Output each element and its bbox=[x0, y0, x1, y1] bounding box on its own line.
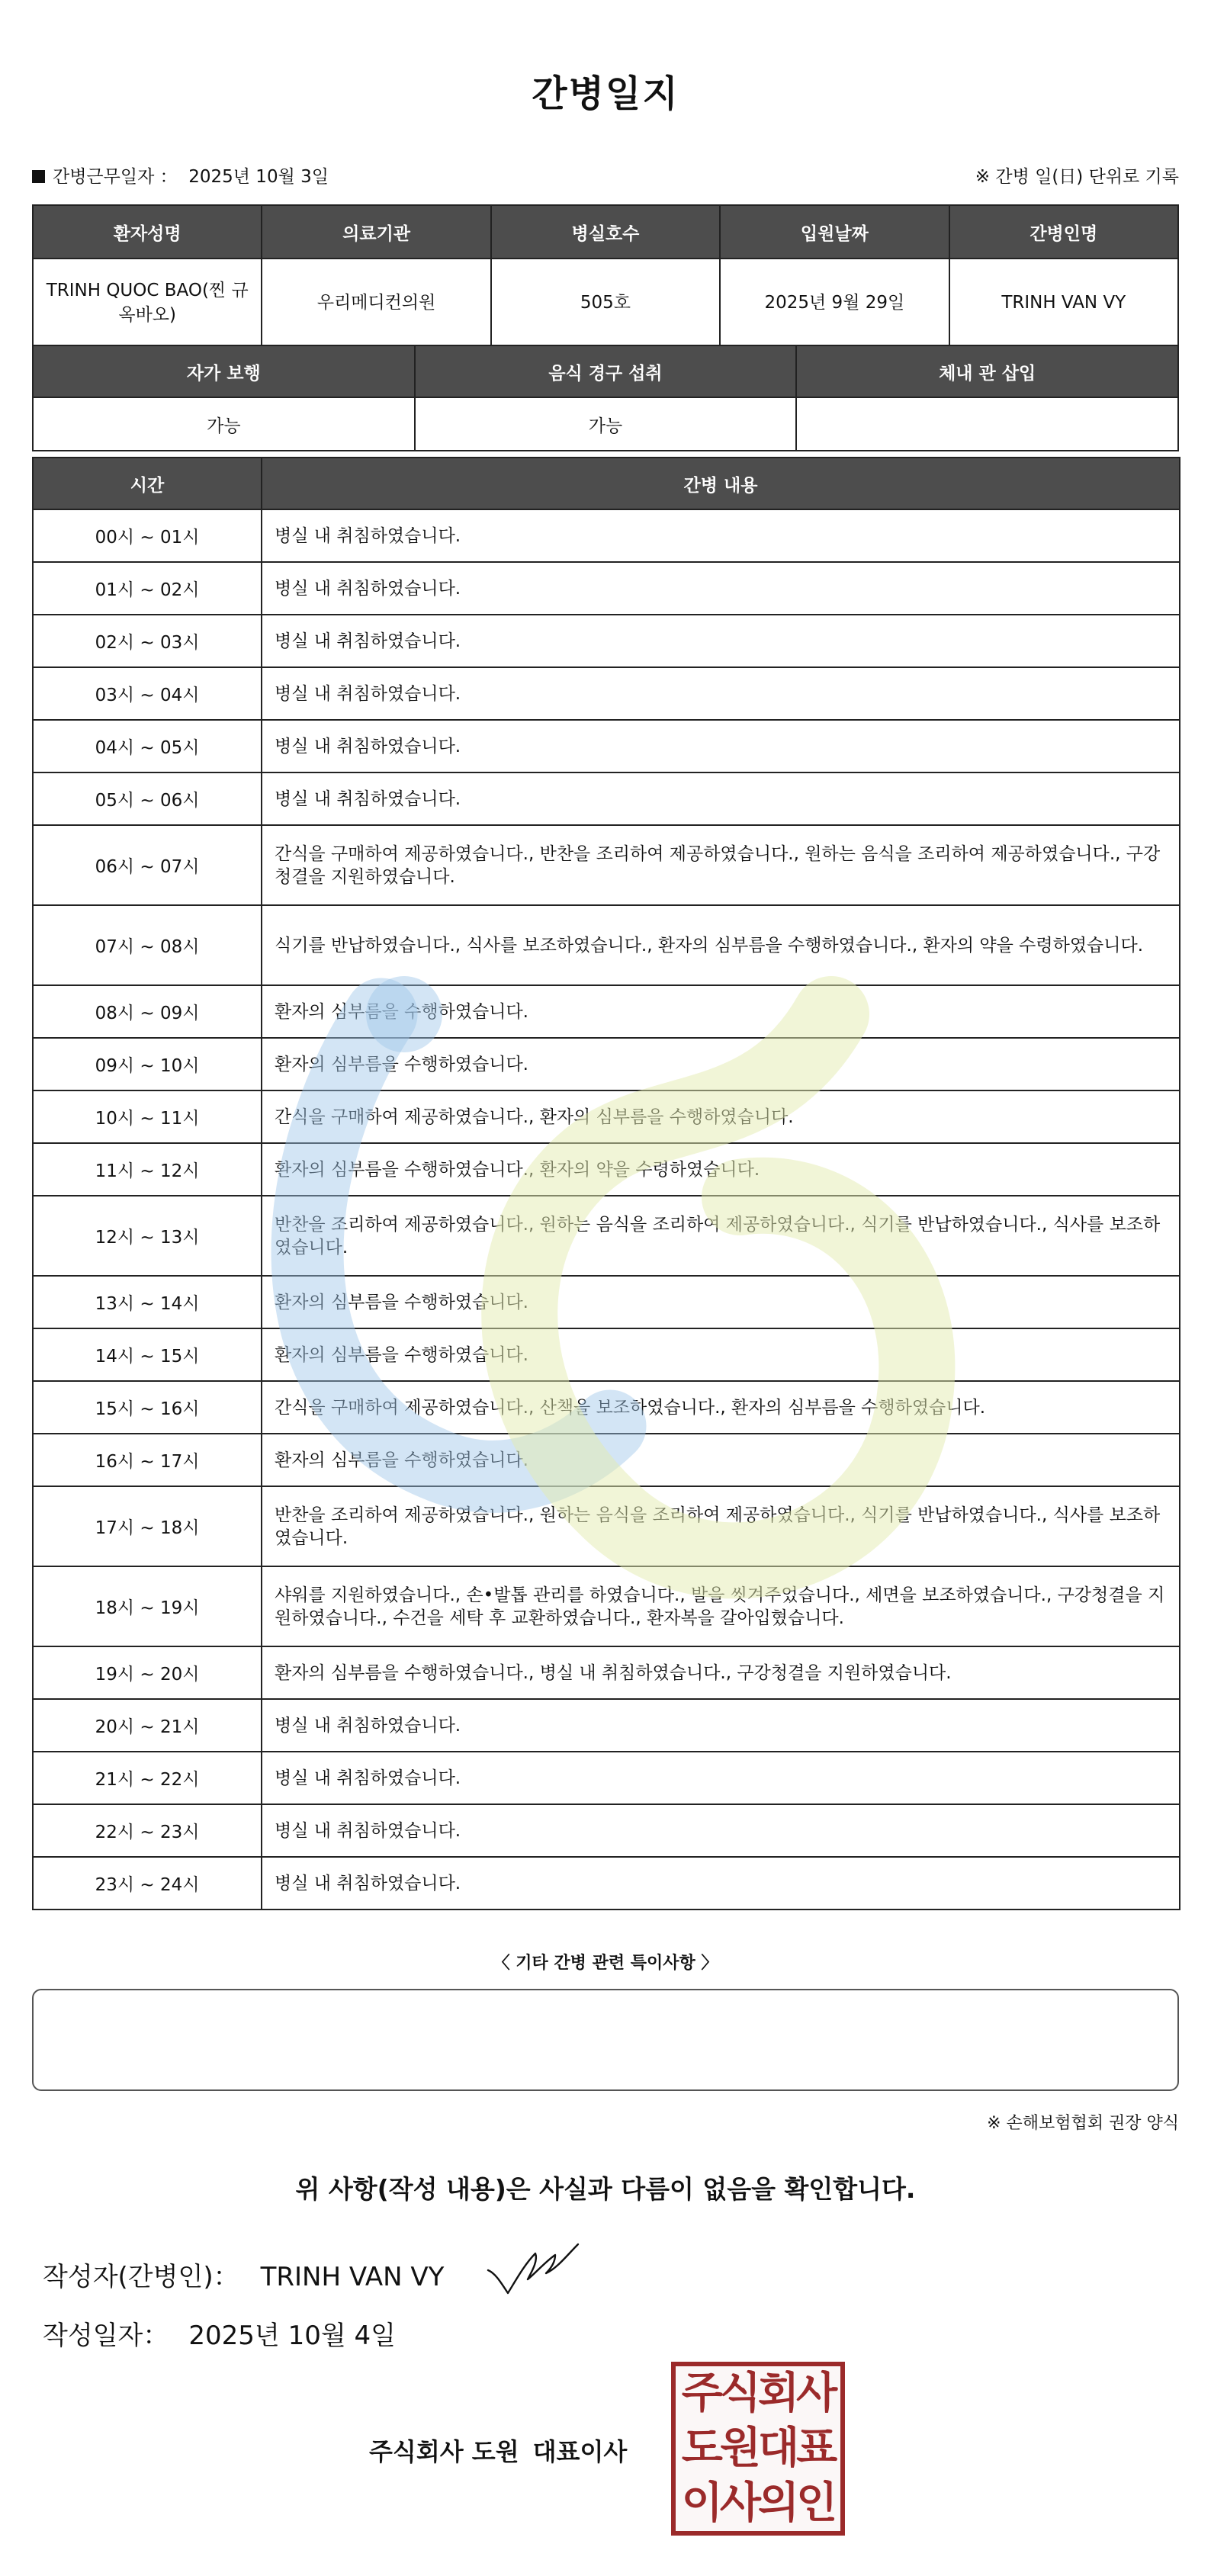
row-time: 03시 ~ 04시 bbox=[33, 667, 262, 720]
status-header-row bbox=[33, 345, 1178, 397]
work-date-value: 2025년 10월 3일 bbox=[188, 167, 329, 187]
header-hospital: 의료기관 bbox=[262, 205, 490, 259]
table-row bbox=[33, 1857, 1180, 1910]
table-row bbox=[33, 1196, 1180, 1276]
status-table bbox=[32, 345, 1179, 451]
row-note: 식기를 반납하였습니다., 식사를 보조하였습니다., 환자의 심부름을 수행하였습니다., 환자의 약을 수령하였습니다. bbox=[262, 905, 1180, 985]
row-note: 환자의 심부름을 수행하였습니다., 병실 내 취침하였습니다., 구강청결을 지원하였습니다. bbox=[262, 1646, 1180, 1699]
table-row bbox=[33, 1486, 1180, 1566]
confirmation-statement: 위 사항(작성 내용)은 사실과 다름이 없음을 확인합니다. bbox=[295, 2174, 916, 2204]
row-time: 04시 ~ 05시 bbox=[33, 720, 262, 772]
header-care-content: 간병 내용 bbox=[262, 458, 1180, 509]
page-title: 간병일지 bbox=[532, 72, 679, 115]
row-time: 09시 ~ 10시 bbox=[33, 1038, 262, 1090]
table-row bbox=[33, 1434, 1180, 1486]
work-date bbox=[32, 162, 329, 188]
table-row bbox=[33, 1143, 1180, 1196]
table-row bbox=[33, 985, 1180, 1038]
table-row bbox=[33, 1090, 1180, 1143]
header-patient-name: 환자성명 bbox=[33, 205, 262, 259]
table-row bbox=[33, 509, 1180, 562]
room-number: 505호 bbox=[491, 259, 720, 346]
patient-header-row bbox=[33, 205, 1178, 259]
table-row bbox=[33, 667, 1180, 720]
row-note: 샤워를 지원하였습니다., 손•발톱 관리를 하였습니다., 발을 씻겨주었습니다., 세면을 보조하였습니다., 구강청결을 지원하였습니다., 수건을 세탁 후 교환하였습니다., 환자복을 갈아입혔습니다. bbox=[262, 1566, 1180, 1646]
header-self-walking: 자가 보행 bbox=[33, 345, 415, 397]
recommend-note: ※ 손해보험협회 권장 양식 bbox=[987, 2114, 1179, 2133]
remarks-title: 〈 기타 간병 관련 특이사항 〉 bbox=[493, 1954, 718, 1973]
table-row bbox=[33, 1566, 1180, 1646]
meta-row bbox=[32, 162, 1179, 190]
written-date-value: 2025년 10월 4일 bbox=[188, 2321, 396, 2351]
header-tube-insertion: 체내 관 삽입 bbox=[796, 345, 1178, 397]
company-signature bbox=[369, 2433, 641, 2468]
row-time: 19시 ~ 20시 bbox=[33, 1646, 262, 1699]
table-row bbox=[33, 615, 1180, 667]
row-time: 05시 ~ 06시 bbox=[33, 772, 262, 825]
table-row bbox=[33, 720, 1180, 772]
row-note: 병실 내 취침하였습니다. bbox=[262, 1804, 1180, 1857]
row-note: 병실 내 취침하였습니다. bbox=[262, 615, 1180, 667]
seal-text: 주식회사 도원대표 이사의인 bbox=[681, 2369, 835, 2528]
row-time: 06시 ~ 07시 bbox=[33, 825, 262, 905]
row-note: 환자의 심부름을 수행하였습니다., 환자의 약을 수령하였습니다. bbox=[262, 1143, 1180, 1196]
table-row bbox=[33, 562, 1180, 615]
row-time: 16시 ~ 17시 bbox=[33, 1434, 262, 1486]
patient-name: TRINH QUOC BAO(찐 규옥바오) bbox=[33, 259, 262, 346]
row-time: 00시 ~ 01시 bbox=[33, 509, 262, 562]
table-row bbox=[33, 1804, 1180, 1857]
signature-icon bbox=[485, 2238, 584, 2299]
row-note: 환자의 심부름을 수행하였습니다. bbox=[262, 1038, 1180, 1090]
table-row bbox=[33, 1381, 1180, 1434]
table-row bbox=[33, 1646, 1180, 1699]
row-time: 21시 ~ 22시 bbox=[33, 1752, 262, 1804]
written-date-line bbox=[43, 2314, 396, 2352]
row-time: 20시 ~ 21시 bbox=[33, 1699, 262, 1752]
row-note: 병실 내 취침하였습니다. bbox=[262, 1752, 1180, 1804]
row-note: 환자의 심부름을 수행하였습니다. bbox=[262, 1276, 1180, 1328]
row-note: 반찬을 조리하여 제공하였습니다., 원하는 음식을 조리하여 제공하였습니다., 식기를 반납하였습니다., 식사를 보조하였습니다. bbox=[262, 1486, 1180, 1566]
row-time: 23시 ~ 24시 bbox=[33, 1857, 262, 1910]
oral-intake-value: 가능 bbox=[415, 397, 797, 451]
table-row bbox=[33, 1276, 1180, 1328]
table-row bbox=[33, 1038, 1180, 1090]
row-note: 병실 내 취침하였습니다. bbox=[262, 667, 1180, 720]
table-row bbox=[33, 825, 1180, 905]
row-note: 환자의 심부름을 수행하였습니다. bbox=[262, 1328, 1180, 1381]
writer-name: TRINH VAN VY bbox=[260, 2262, 445, 2292]
square-bullet-icon bbox=[32, 170, 45, 183]
company-role: 대표이사 bbox=[532, 2437, 628, 2466]
row-note: 병실 내 취침하였습니다. bbox=[262, 562, 1180, 615]
header-caregiver: 간병인명 bbox=[949, 205, 1178, 259]
row-note: 병실 내 취침하였습니다. bbox=[262, 772, 1180, 825]
writer-label: 작성자(간병인)： bbox=[43, 2262, 239, 2292]
caregiver-name: TRINH VAN VY bbox=[949, 259, 1178, 346]
row-time: 02시 ~ 03시 bbox=[33, 615, 262, 667]
hospital-name: 우리메디컨의원 bbox=[262, 259, 490, 346]
tube-insertion-value bbox=[796, 397, 1178, 451]
row-note: 병실 내 취침하였습니다. bbox=[262, 720, 1180, 772]
row-note: 병실 내 취침하였습니다. bbox=[262, 1857, 1180, 1910]
row-time: 18시 ~ 19시 bbox=[33, 1566, 262, 1646]
log-header-row bbox=[33, 458, 1180, 509]
row-time: 15시 ~ 16시 bbox=[33, 1381, 262, 1434]
table-row bbox=[33, 1699, 1180, 1752]
row-note: 간식을 구매하여 제공하였습니다., 반찬을 조리하여 제공하였습니다., 원하는 음식을 조리하여 제공하였습니다., 구강청결을 지원하였습니다. bbox=[262, 825, 1180, 905]
row-time: 01시 ~ 02시 bbox=[33, 562, 262, 615]
row-time: 10시 ~ 11시 bbox=[33, 1090, 262, 1143]
admission-date: 2025년 9월 29일 bbox=[720, 259, 949, 346]
work-date-label: 간병근무일자 ： bbox=[53, 167, 178, 187]
row-note: 간식을 구매하여 제공하였습니다., 환자의 심부름을 수행하였습니다. bbox=[262, 1090, 1180, 1143]
unit-note: ※ 간병 일(日) 단위로 기록 bbox=[975, 167, 1179, 187]
patient-info-table bbox=[32, 204, 1179, 347]
row-note: 환자의 심부름을 수행하였습니다. bbox=[262, 985, 1180, 1038]
writer-line bbox=[43, 2256, 444, 2293]
remarks-box bbox=[32, 1989, 1179, 2091]
self-walking-value: 가능 bbox=[33, 397, 415, 451]
header-admission-date: 입원날짜 bbox=[720, 205, 949, 259]
row-note: 반찬을 조리하여 제공하였습니다., 원하는 음식을 조리하여 제공하였습니다., 식기를 반납하였습니다., 식사를 보조하였습니다. bbox=[262, 1196, 1180, 1276]
company-name: 주식회사 도원 bbox=[369, 2437, 519, 2466]
row-note: 간식을 구매하여 제공하였습니다., 산책을 보조하였습니다., 환자의 심부름을 수행하였습니다. bbox=[262, 1381, 1180, 1434]
row-time: 11시 ~ 12시 bbox=[33, 1143, 262, 1196]
company-seal-icon bbox=[671, 2362, 845, 2536]
patient-value-row bbox=[33, 259, 1178, 346]
table-row bbox=[33, 1752, 1180, 1804]
row-time: 22시 ~ 23시 bbox=[33, 1804, 262, 1857]
row-time: 14시 ~ 15시 bbox=[33, 1328, 262, 1381]
row-time: 17시 ~ 18시 bbox=[33, 1486, 262, 1566]
table-row bbox=[33, 1328, 1180, 1381]
row-time: 08시 ~ 09시 bbox=[33, 985, 262, 1038]
header-time: 시간 bbox=[33, 458, 262, 509]
table-row bbox=[33, 905, 1180, 985]
row-note: 환자의 심부름을 수행하였습니다. bbox=[262, 1434, 1180, 1486]
header-oral-intake: 음식 경구 섭취 bbox=[415, 345, 797, 397]
written-date-label: 작성일자： bbox=[43, 2321, 169, 2351]
care-log-table bbox=[32, 457, 1180, 1910]
row-note: 병실 내 취침하였습니다. bbox=[262, 509, 1180, 562]
table-row bbox=[33, 772, 1180, 825]
status-value-row bbox=[33, 397, 1178, 451]
row-time: 13시 ~ 14시 bbox=[33, 1276, 262, 1328]
header-room: 병실호수 bbox=[491, 205, 720, 259]
row-time: 12시 ~ 13시 bbox=[33, 1196, 262, 1276]
row-time: 07시 ~ 08시 bbox=[33, 905, 262, 985]
row-note: 병실 내 취침하였습니다. bbox=[262, 1699, 1180, 1752]
